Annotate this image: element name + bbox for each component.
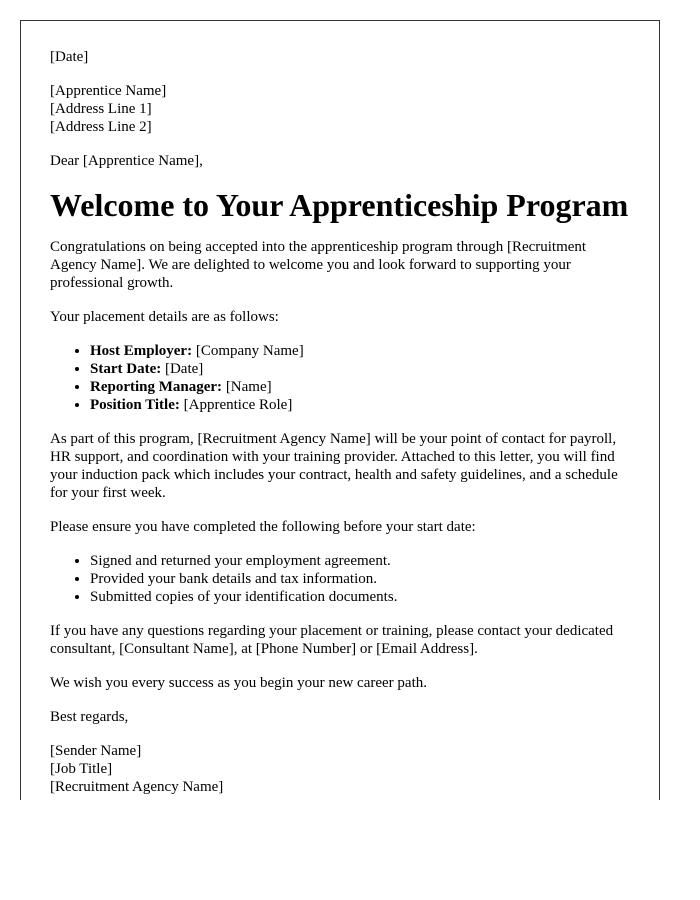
placement-detail-label: Start Date: bbox=[90, 361, 162, 377]
placement-detail-value: [Date] bbox=[161, 361, 204, 377]
wishes-paragraph: We wish you every success as you begin your new career path. bbox=[50, 675, 427, 691]
letter-date: [Date] bbox=[50, 49, 89, 65]
program-info-paragraph: As part of this program, [Recruitment Agency Name] will be your point of contact for payroll, HR support, and coordination with your training provider. Attached to this letter, you will find your induction pack which includes your contract, health and safety guidelines, and a schedule for your first week. bbox=[50, 431, 618, 501]
closing: Best regards, bbox=[50, 709, 129, 725]
placement-detail-label: Reporting Manager: bbox=[90, 379, 223, 395]
placement-detail-label: Position Title: bbox=[90, 397, 180, 413]
placement-details-list bbox=[50, 342, 630, 414]
placement-detail-position-title bbox=[90, 396, 630, 414]
placement-intro: Your placement details are as follows: bbox=[50, 309, 279, 325]
placement-detail-value: [Apprentice Role] bbox=[179, 397, 293, 413]
placement-detail-value: [Company Name] bbox=[192, 343, 304, 359]
recipient-address-line-1: [Address Line 1] bbox=[50, 101, 152, 117]
placement-detail-reporting-manager bbox=[90, 378, 630, 396]
checklist-item: • Signed and returned your employment agreement. bbox=[90, 552, 630, 570]
checklist-item: • Submitted copies of your identification documents. bbox=[90, 588, 630, 606]
placement-detail-value: [Name] bbox=[222, 379, 272, 395]
salutation: Dear [Apprentice Name], bbox=[50, 153, 203, 169]
sender-agency: [Recruitment Agency Name] bbox=[50, 779, 224, 795]
letter-page bbox=[20, 20, 660, 800]
signature-block bbox=[50, 742, 630, 796]
letter-title: Welcome to Your Apprenticeship Program bbox=[50, 187, 629, 223]
recipient-address bbox=[50, 82, 630, 136]
checklist-item: • Provided your bank details and tax information. bbox=[90, 570, 630, 588]
checklist-intro: Please ensure you have completed the following before your start date: bbox=[50, 519, 476, 535]
placement-detail-label: Host Employer: bbox=[90, 343, 193, 359]
sender-name: [Sender Name] bbox=[50, 743, 142, 759]
recipient-name: [Apprentice Name] bbox=[50, 83, 167, 99]
placement-detail-host-employer bbox=[90, 342, 630, 360]
intro-paragraph: Congratulations on being accepted into the apprenticeship program through [Recruitment Agency Name]. We are delighted to welcome you and look forward to supporting your professional growth. bbox=[50, 239, 587, 291]
recipient-address-line-2: [Address Line 2] bbox=[50, 119, 152, 135]
placement-detail-start-date bbox=[90, 360, 630, 378]
contact-paragraph: If you have any questions regarding your placement or training, please contact your dedicated consultant, [Consultant Name], at [Phone Number] or [Email Address]. bbox=[50, 623, 614, 657]
checklist bbox=[50, 552, 630, 606]
sender-job-title: [Job Title] bbox=[50, 761, 113, 777]
